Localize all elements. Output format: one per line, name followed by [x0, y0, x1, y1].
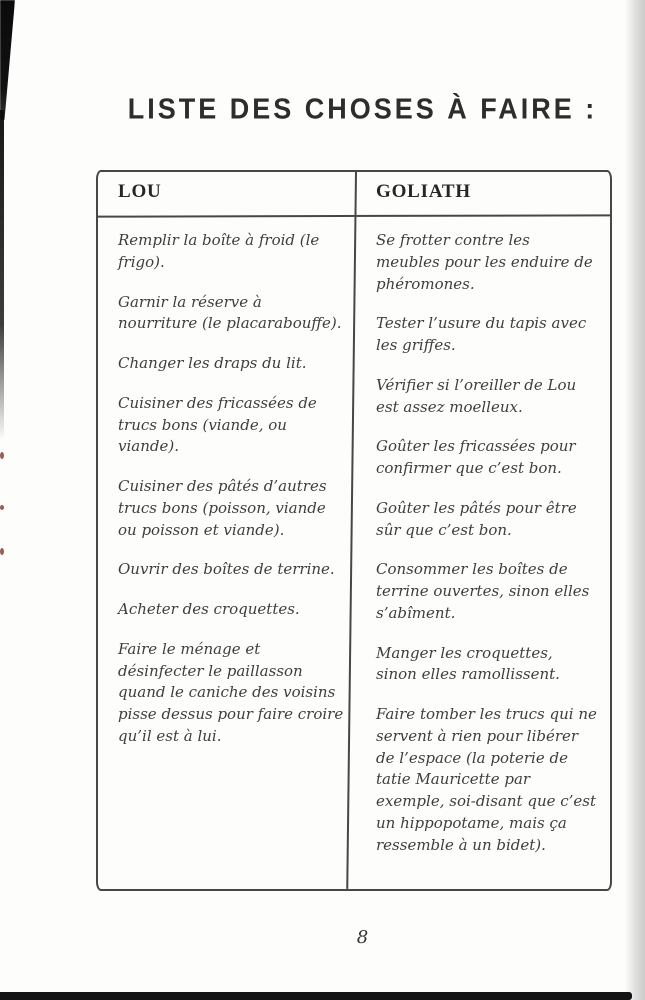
scan-edge-left-line	[0, 110, 4, 440]
scan-speck	[0, 505, 4, 510]
column-goliath	[376, 230, 598, 874]
list-item: Remplir la boîte à froid (le frigo).	[118, 231, 320, 271]
list-item: Se frotter contre les meubles pour les enduire de phéromones.	[376, 231, 593, 293]
page-number: 8	[356, 927, 369, 948]
list-item: Goûter les fricassées pour confirmer que c’est bon.	[376, 437, 576, 477]
scan-speck	[0, 548, 4, 555]
list-item: Cuisiner des fricassées de trucs bons (viande, ou viande).	[118, 393, 317, 456]
page-title: LISTE DES CHOSES À FAIRE :	[127, 93, 598, 125]
column-header-goliath: GOLIATH	[376, 181, 471, 202]
list-item: Ouvrir des boîtes de terrine.	[118, 560, 335, 579]
scan-edge-bottom	[0, 992, 632, 1000]
list-item: Consommer les boîtes de terrine ouvertes, sinon elles s’abîment.	[376, 560, 590, 622]
list-item: Cuisiner des pâtés d’autres trucs bons (poisson, viande ou poisson et viande).	[118, 477, 327, 539]
column-divider	[346, 172, 357, 889]
scan-speck	[0, 452, 4, 459]
column-header-lou: LOU	[118, 181, 162, 202]
list-item: Vérifier si l’oreiller de Lou est assez moelleux.	[376, 375, 577, 416]
list-item: Faire le ménage et désinfecter le paillasson quand le caniche des voisins pisse dessus pour faire croire qu’il est à lui.	[118, 639, 344, 745]
todo-table	[96, 170, 612, 891]
list-item: Tester l’usure du tapis avec les griffes.	[376, 314, 587, 354]
list-item: Garnir la réserve à nourriture (le placarabouffe).	[118, 292, 342, 333]
list-item: Acheter des croquettes.	[118, 600, 300, 618]
scan-gutter-shadow	[625, 0, 645, 1000]
list-item: Manger les croquettes, sinon elles ramollissent.	[376, 643, 560, 684]
list-item: Changer les draps du lit.	[118, 354, 307, 372]
scan-edge-left	[0, 0, 15, 120]
column-lou	[118, 230, 344, 766]
list-item: Goûter les pâtés pour être sûr que c’est bon.	[376, 498, 577, 539]
list-item: Faire tomber les trucs qui ne servent à rien pour libérer de l’espace (la poterie de tatie Mauricette par exemple, soi-disant que c’est un hippopotame, mais ça ressemble à un bidet).	[376, 705, 597, 854]
